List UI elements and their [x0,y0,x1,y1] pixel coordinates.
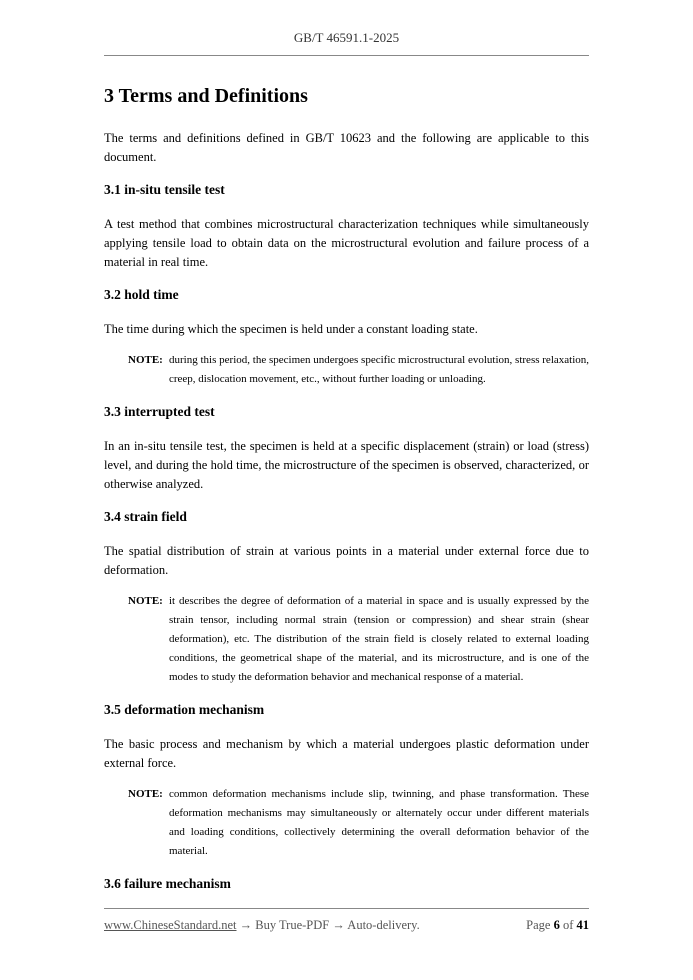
page-content [104,84,589,909]
header-divider [104,55,589,56]
note-label: NOTE: [128,354,163,366]
term-heading: 3.1 in-situ tensile test [104,182,225,197]
note-text: during this period, the specimen undergoes specific microstructural evolution, stress relaxation, creep, dislocation movement, etc., without further loading or unloading. [169,354,589,385]
section-intro: The terms and definitions defined in GB/T 10623 and the following are applicable to this document. [104,131,589,164]
term-definition: The spatial distribution of strain at various points in a material under external force due to deformation. [104,544,589,577]
page-header: GB/T 46591.1-2025 [293,30,400,45]
term-heading: 3.6 failure mechanism [104,876,231,891]
footer-promo [104,918,420,933]
note-text: it describes the degree of deformation of a material in space and is usually expressed by the strain tensor, including normal strain (tension or compression) and shear strain (shear deformation), etc. The distribution of the strain field is closely related to external loading conditions, the geometrical shape of the material, and its microstructure, and is one of the modes to study the deformation behavior and mechanical response of a material. [169,595,589,683]
page-current: 6 [553,918,560,932]
term-heading: 3.5 deformation mechanism [104,702,265,717]
page-total: 41 [576,918,589,932]
term-definition: The time during which the specimen is held under a constant loading state. [104,322,478,336]
term-note [128,785,589,861]
footer-divider [104,908,589,909]
footer-tagline: → Buy True-PDF → Auto-delivery. [236,918,420,932]
term-definition: In an in-situ tensile test, the specimen is held at a specific displacement (strain) or load (stress) level, and during the hold time, the microstructure of the specimen is observed, characterized, or otherwise analyzed. [104,439,589,491]
term-heading: 3.2 hold time [104,287,179,302]
term-heading: 3.3 interrupted test [104,404,215,419]
section-title: 3 Terms and Definitions [104,85,308,107]
of-word: of [562,918,574,932]
page-number [526,918,589,933]
term-note [128,351,589,389]
term-note [128,592,589,687]
term-definition: The basic process and mechanism by which a material undergoes plastic deformation under external force. [104,737,589,770]
note-label: NOTE: [128,788,163,800]
note-label: NOTE: [128,595,163,607]
term-heading: 3.4 strain field [104,509,187,524]
note-text: common deformation mechanisms include slip, twinning, and phase transformation. These deformation mechanisms may simultaneously or alternately occur under different materials and loading conditions, collectively determining the overall deformation behavior of the material. [169,788,589,857]
term-definition: A test method that combines microstructural characterization techniques while simultaneously applying tensile load to obtain data on the microstructural evolution and failure process of a material in real time. [104,217,589,269]
page-word: Page [526,918,551,932]
site-link[interactable]: www.ChineseStandard.net [104,918,237,932]
